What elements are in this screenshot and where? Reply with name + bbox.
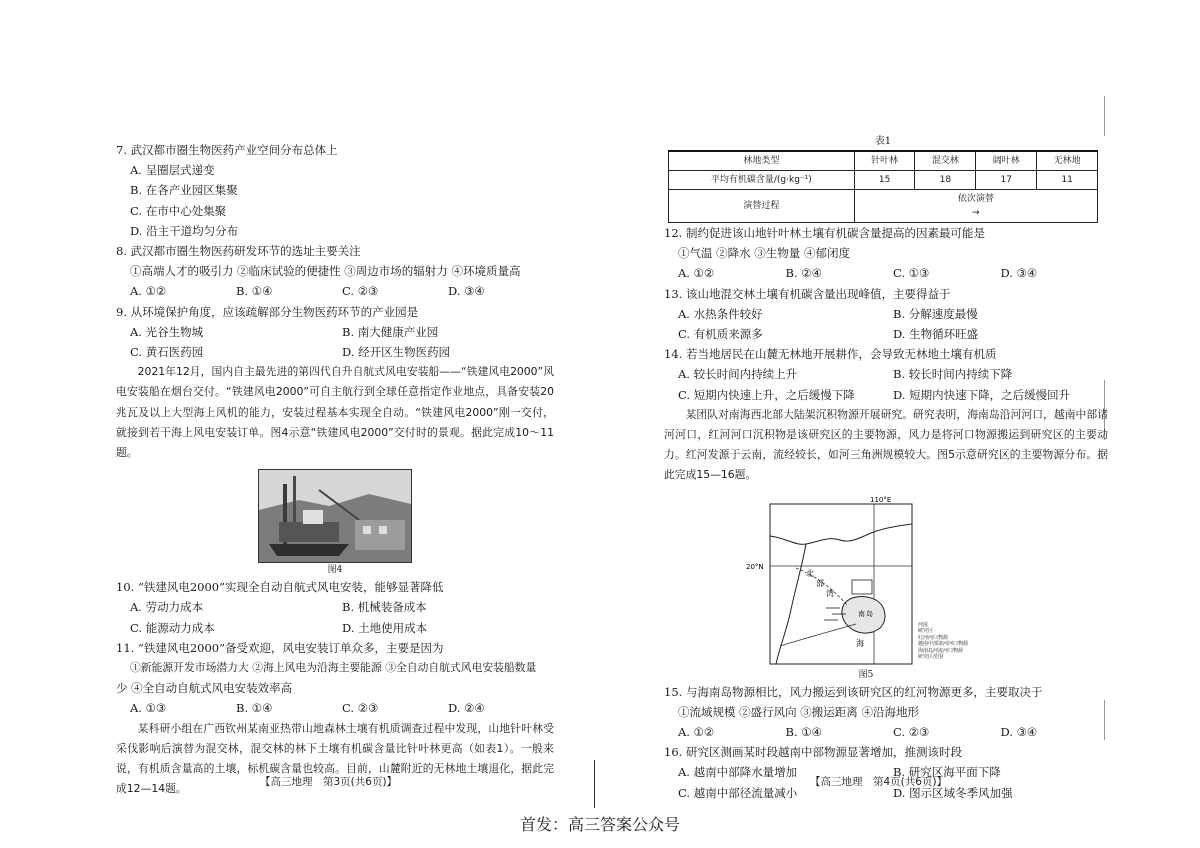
legend-item: 河流 bbox=[918, 621, 929, 628]
table-1-cell: 18 bbox=[915, 171, 976, 190]
table-1-cell: 15 bbox=[854, 171, 915, 190]
q11-option-c: C. ②③ bbox=[342, 701, 379, 716]
q15-option-a: A. ①② bbox=[678, 725, 715, 740]
figure-4-photo bbox=[258, 469, 412, 563]
q7-option-a: A. 呈圈层式递变 bbox=[130, 163, 215, 178]
q10-option-b: B. 机械装备成本 bbox=[342, 600, 427, 615]
q10-stem: 10. “铁建风电2000”实现全自动自航式风电安装，能够显著降低 bbox=[116, 580, 444, 595]
q11-items-line2: 少 ④全自动自航式风电安装效率高 bbox=[116, 681, 293, 696]
q11-option-a: A. ①③ bbox=[130, 701, 167, 716]
q13-option-b: B. 分解速度最慢 bbox=[893, 306, 978, 321]
q11-option-d: D. ②④ bbox=[448, 701, 485, 716]
table-1-succession-arrow: → bbox=[972, 208, 980, 218]
q12-option-c: C. ①③ bbox=[893, 266, 930, 281]
q12-options bbox=[664, 263, 1108, 283]
q10-option-c: C. 能源动力成本 bbox=[130, 620, 215, 635]
q13-options-row1 bbox=[664, 304, 1108, 324]
table-1-row-label: 平均有机碳含量/(g·kg⁻¹) bbox=[669, 171, 855, 190]
map-label-bei: 北 bbox=[806, 568, 814, 578]
table-1-succession-note: 依次演替 bbox=[957, 194, 994, 204]
q7-option-d: D. 沿主干道均匀分布 bbox=[130, 223, 239, 238]
table-1-header: 阔叶林 bbox=[976, 151, 1037, 171]
table-1-cell: 11 bbox=[1037, 171, 1098, 190]
table-1-data-row bbox=[669, 171, 1098, 190]
q15-option-b: B. ①④ bbox=[785, 725, 822, 740]
q15-option-c: C. ②③ bbox=[893, 725, 930, 740]
q14-option-d: D. 短期内快速下降，之后缓慢回升 bbox=[893, 387, 1071, 402]
table-1-header: 林地类型 bbox=[669, 151, 855, 171]
q9-option-d: D. 经开区生物医药园 bbox=[342, 345, 451, 360]
map-label-hai: 海 bbox=[856, 638, 864, 648]
q12-stem: 12. 制约促进该山地针叶林土壤有机碳含量提高的因素最可能是 bbox=[664, 226, 985, 240]
passage-forest-soil: 某科研小组在广西钦州某南亚热带山地森林土壤有机质调查过程中发现，山地针叶林受采伐影响后演替为混交林，混交林的林下土壤有机碳含量比针叶林更高（如表1）。一般来说，有机质含量高的土壤，标机碳含量也较高。目前，山麓附近的无林地土壤退化，据此完成12—14题。 bbox=[116, 721, 554, 796]
q13-options-row2 bbox=[664, 324, 1108, 344]
q14-options-row1 bbox=[664, 364, 1108, 384]
figure-4-caption: 图4 bbox=[327, 565, 343, 576]
q8-option-d: D. ③④ bbox=[448, 284, 485, 299]
q8-options bbox=[116, 281, 554, 301]
q7-option-c: C. 在市中心处集聚 bbox=[130, 203, 227, 218]
q10-option-a: A. 劳动力成本 bbox=[130, 600, 204, 615]
q8-option-b: B. ①④ bbox=[236, 284, 273, 299]
q9-option-b: B. 南大健康产业园 bbox=[342, 324, 439, 339]
map-lon-label: 110°E bbox=[870, 495, 892, 504]
q8-stem: 8. 武汉都市圈生物医药研发环节的选址主要关注 bbox=[116, 244, 361, 259]
q8-items: ①高端人才的吸引力 ②临床试验的便捷性 ③周边市场的辐射力 ④环境质量高 bbox=[130, 264, 521, 279]
q9-option-a: A. 光谷生物城 bbox=[130, 324, 204, 339]
q15-options bbox=[664, 722, 1108, 742]
q12-items: ①气温 ②降水 ③生物量 ④郁闭度 bbox=[678, 246, 850, 261]
q7-stem: 7. 武汉都市圈生物医药产业空间分布总体上 bbox=[116, 143, 338, 157]
legend-item: 海南岛河流河口物源 bbox=[918, 647, 964, 654]
q9-stem: 9. 从环境保护角度，应该疏解部分生物医药环节的产业园是 bbox=[116, 304, 419, 319]
q12-option-a: A. ①② bbox=[678, 266, 715, 281]
scan-edge-mark bbox=[1104, 96, 1105, 136]
map-lat-label: 20°N bbox=[746, 562, 764, 571]
q15-option-d: D. ③④ bbox=[1000, 725, 1038, 740]
q12-option-d: D. ③④ bbox=[1000, 266, 1038, 281]
map-label-dao: 岛 bbox=[866, 609, 873, 618]
map-label-bu: 部 bbox=[816, 578, 824, 588]
q16-option-b: B. 研究区海平面下降 bbox=[893, 765, 1001, 780]
left-page-footer: 【高三地理 第3页(共6页)】 bbox=[260, 776, 398, 788]
legend-item: 研究区 bbox=[918, 628, 934, 635]
figure-5-caption: 图5 bbox=[858, 669, 874, 680]
page-fold-line bbox=[594, 760, 595, 808]
q7-option-b: B. 在各产业园区集聚 bbox=[130, 183, 238, 198]
q13-option-d: D. 生物循环旺盛 bbox=[893, 327, 979, 342]
q13-option-c: C. 有机质来源多 bbox=[678, 327, 763, 342]
q15-items: ①流域规模 ②盛行风向 ③搬运距离 ④沿海地形 bbox=[678, 704, 919, 719]
q8-option-c: C. ②③ bbox=[342, 284, 379, 299]
q14-option-b: B. 较长时间内持续下降 bbox=[893, 367, 1013, 382]
q10-options-row2 bbox=[116, 618, 554, 638]
q11-options bbox=[116, 698, 554, 718]
sediment-map-illustration bbox=[746, 495, 916, 668]
table-1-header-row bbox=[669, 151, 1098, 171]
q9-option-c: C. 黄石医药园 bbox=[130, 345, 204, 360]
table-1-header: 混交林 bbox=[915, 151, 976, 171]
table-1-caption: 表1 bbox=[874, 136, 892, 147]
table-1-succession-row bbox=[669, 190, 1098, 223]
passage-wind-turbine-ship: 2021年12月，国内自主最先进的第四代自升自航式风电安装船——“铁建风电2000”风电安装船在烟台交付。“铁建风电2000”可自主航行到全球任意指定作业地点，具备安装20兆瓦及以上大型海上风机的能力，安装过程基本实现全自动。“铁建风电2000”刚一交付，就接到若干海上风电安装订单。图4示意“铁建风电2000”交付时的景观。据此完成10～11题。 bbox=[116, 365, 554, 460]
q9-options-row1 bbox=[116, 322, 554, 342]
right-page-footer: 【高三地理 第4页(共6页)】 bbox=[810, 776, 948, 788]
q14-stem: 14. 若当地居民在山麓无林地开展耕作，会导致无林地土壤有机质 bbox=[664, 347, 997, 362]
ship-photo-illustration bbox=[259, 470, 411, 562]
left-page bbox=[116, 140, 554, 799]
figure-5-legend bbox=[918, 622, 978, 661]
q9-options-row2 bbox=[116, 342, 554, 362]
right-page bbox=[664, 134, 1108, 803]
q16-option-d: D. 图示区域冬季风加强 bbox=[893, 785, 1013, 800]
q11-option-b: B. ①④ bbox=[236, 701, 273, 716]
q11-items-line1: ①新能源开发市场潜力大 ②海上风电为沿海主要能源 ③全自动自航式风电安装船数量 bbox=[130, 661, 537, 675]
table-1-cell: 17 bbox=[976, 171, 1037, 190]
q10-options-row1 bbox=[116, 597, 554, 617]
q13-option-a: A. 水热条件较好 bbox=[678, 306, 763, 321]
table-1-succession-cell bbox=[854, 190, 1097, 223]
table-1-header: 无林地 bbox=[1037, 151, 1098, 171]
map-label-wan: 湾 bbox=[826, 588, 834, 598]
table-1-succession-label: 演替过程 bbox=[669, 190, 855, 223]
q15-stem: 15. 与海南岛物源相比，风力搬运到该研究区的红河物源更多，主要取决于 bbox=[664, 684, 1043, 699]
q11-stem: 11. “铁建风电2000”备受欢迎，风电安装订单众多，主要是因为 bbox=[116, 640, 444, 655]
q16-option-a: A. 越南中部降水量增加 bbox=[678, 765, 798, 780]
q14-option-c: C. 短期内快速上升，之后缓慢下降 bbox=[678, 387, 855, 402]
q14-option-a: A. 较长时间内持续上升 bbox=[678, 367, 798, 382]
q16-option-c: C. 越南中部径流量减小 bbox=[678, 785, 798, 800]
q16-stem: 16. 研究区测画某时段越南中部物源显著增加，推测该时段 bbox=[664, 745, 962, 760]
table-1-header: 针叶林 bbox=[854, 151, 915, 171]
q14-options-row2 bbox=[664, 385, 1108, 405]
q13-stem: 13. 该山地混交林土壤有机碳含量出现峰值，主要得益于 bbox=[664, 286, 951, 301]
legend-item: 红河河口物源 bbox=[918, 634, 949, 641]
figure-5-map bbox=[746, 495, 969, 668]
q8-option-a: A. ①② bbox=[130, 284, 167, 299]
passage-sediment-source: 某团队对南海西北部大陆架沉积物源开展研究。研究表明，海南岛沿河河口，越南中部诸河河口，红河河口沉积物是该研究区的主要物源，风力是将河口物源搬运到研究区的主要动力。红河发源于云南，流经较长，如河三角洲规模较大。图5示意研究区的主要物源分布。据此完成15—16题。 bbox=[664, 407, 1108, 482]
legend-item: 越南中部诸河河口物源 bbox=[918, 641, 969, 648]
map-label-nan: 南 bbox=[858, 609, 865, 618]
table-1 bbox=[668, 150, 1098, 223]
legend-item: 研究区范围 bbox=[918, 654, 944, 661]
q12-option-b: B. ②④ bbox=[785, 266, 822, 281]
bottom-watermark-note: 首发：高三答案公众号 bbox=[519, 815, 680, 834]
q10-option-d: D. 土地使用成本 bbox=[342, 620, 428, 635]
